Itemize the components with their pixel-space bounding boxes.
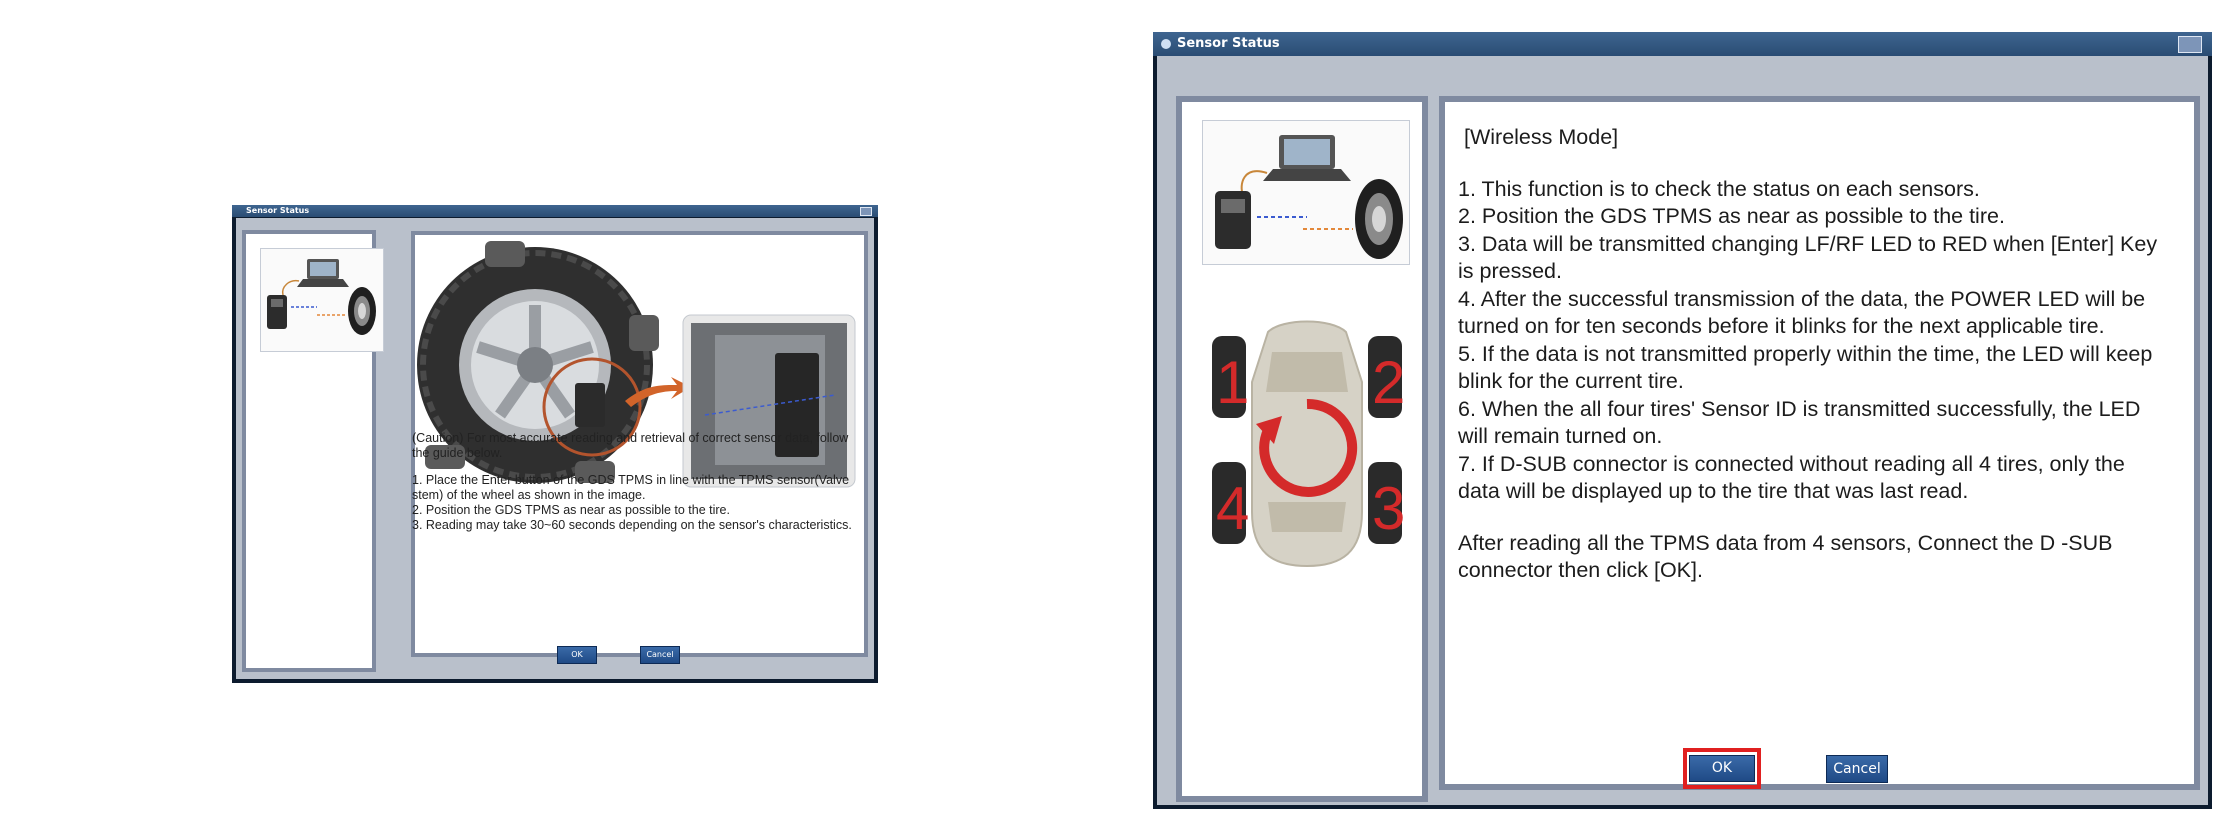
window-titlebar (1153, 32, 2212, 56)
caution-text: (Caution) For most accurate reading and retrieval of correct sensor data, follow the guide below. (412, 431, 849, 460)
window-icon (1161, 39, 1171, 49)
tire-number-2: 2 (1372, 349, 1406, 416)
instructions-text-large (1458, 124, 2158, 585)
window-titlebar (232, 205, 878, 217)
ok-button[interactable]: OK (1689, 755, 1755, 782)
step-item: 3. Data will be transmitted changing LF/RF LED to RED when [Enter] Key is pressed. (1458, 231, 2158, 283)
side-panel (1176, 96, 1428, 802)
cancel-button[interactable]: Cancel (1826, 755, 1888, 783)
cancel-button[interactable]: Cancel (640, 646, 680, 664)
step-item: 2. Position the GDS TPMS as near as possible to the tire. (412, 503, 730, 517)
window-title: Sensor Status (246, 206, 310, 215)
step-item: 4. After the successful transmission of the data, the POWER LED will be turned on for ten seconds before it blinks for the next applicable tire. (1458, 286, 2146, 338)
gds-device-thumbnail (260, 248, 384, 352)
step-item: 1. Place the Enter button of the GDS TPMS in line with the TPMS sensor(Valve stem) of the wheel as shown in the image. (412, 473, 850, 502)
close-icon[interactable] (860, 207, 872, 216)
window-title: Sensor Status (1177, 36, 1280, 51)
close-icon[interactable] (2178, 36, 2202, 53)
step-item: 1. This function is to check the status on each sensors. (1458, 176, 1980, 201)
side-panel (242, 230, 376, 672)
mode-heading: [Wireless Mode] (1464, 125, 1619, 149)
step-item: 7. If D-SUB connector is connected without reading all 4 tires, only the data will be displayed up to the tire that was last read. (1458, 451, 2125, 503)
step-item: 5. If the data is not transmitted properly within the time, the LED will keep blink for the current tire. (1458, 341, 2153, 393)
gds-device-thumbnail (1202, 120, 1410, 265)
tire-number-4: 4 (1216, 475, 1250, 542)
instructions-text-small (412, 431, 862, 533)
tire-number-1: 1 (1216, 349, 1250, 416)
ok-button[interactable]: OK (557, 646, 597, 664)
tire-number-3: 3 (1372, 475, 1406, 542)
closing-instruction: After reading all the TPMS data from 4 sensors, Connect the D -SUB connector then click [OK]. (1458, 530, 2113, 582)
step-item: 2. Position the GDS TPMS as near as possible to the tire. (1458, 204, 2005, 228)
step-item: 6. When the all four tires' Sensor ID is transmitted successfully, the LED will remain turned on. (1458, 396, 2141, 448)
step-item: 3. Reading may take 30~60 seconds depending on the sensor's characteristics. (412, 518, 852, 532)
